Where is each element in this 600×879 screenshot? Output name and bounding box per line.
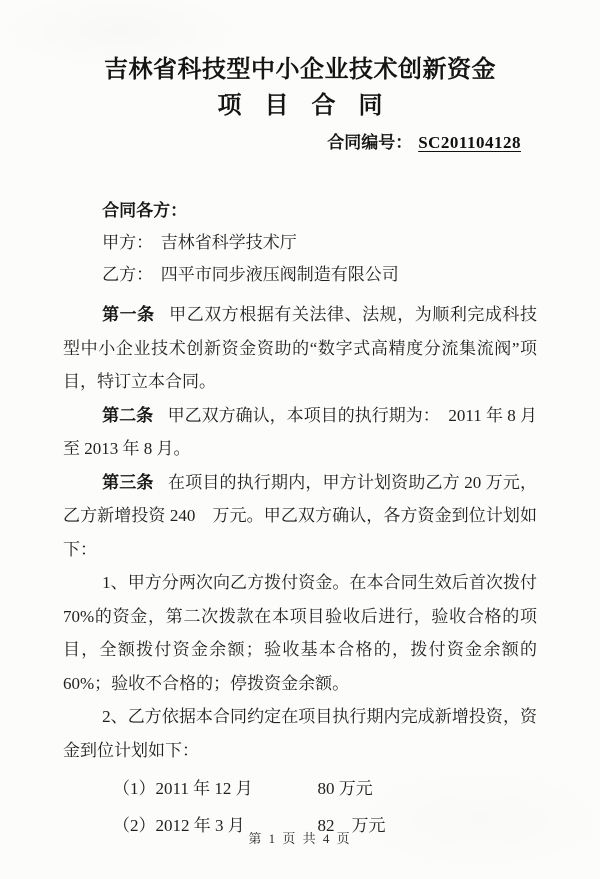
installment-2-amount: 82 万元 bbox=[317, 816, 386, 835]
clauses-section bbox=[63, 298, 537, 767]
contract-number-label: 合同编号： bbox=[327, 133, 413, 152]
party-a-line bbox=[63, 227, 537, 259]
clause-1-text: 甲乙双方根据有关法律、法规，为顺利完成科技型中小企业技术创新资金资助的“数字式高精度分流集流阀”项目，特订立本合同。 bbox=[63, 305, 538, 391]
subclause-2: 2、乙方依据本合同约定在项目执行期内完成新增投资，资金到位计划如下： bbox=[63, 707, 537, 760]
clause-3-label: 第三条 bbox=[102, 472, 154, 492]
clause-2 bbox=[63, 399, 537, 466]
subclause-1: 1、甲方分两次向乙方拨付资金。在本合同生效后首次拨付 70%的资金，第二次拨款在本项目验收后进行，验收合格的项目，全额拨付资金余额；验收基本合格的，拨付资金余额的 60%；验收不合格的；停拨资金余额。 bbox=[63, 573, 537, 693]
party-a-label: 甲方： bbox=[102, 233, 154, 252]
clause-3 bbox=[63, 466, 537, 567]
clause-3-text: 在项目的执行期内，甲方计划资助乙方 20 万元，乙方新增投资 240 万元。甲乙双方确认，各方资金到位计划如下： bbox=[63, 472, 538, 559]
installment-1-date: 2011 年 12 月 bbox=[155, 779, 253, 798]
installment-1-amount: 80 万元 bbox=[317, 779, 373, 798]
clause-2-label: 第二条 bbox=[102, 405, 154, 425]
clause-1-label: 第一条 bbox=[102, 305, 155, 324]
party-b-label: 乙方： bbox=[102, 265, 154, 284]
document-title: 吉林省科技型中小企业技术创新资金 bbox=[104, 56, 496, 83]
installment-2-index: （2） bbox=[113, 816, 156, 835]
clause-2-text: 甲乙双方确认，本项目的执行期为： 2011 年 8 月 至 2013 年 8 月。 bbox=[63, 405, 537, 458]
installment-1-index: （1） bbox=[113, 779, 156, 798]
page-footer bbox=[0, 828, 600, 847]
parties-heading: 合同各方： bbox=[102, 201, 188, 220]
party-b-name: 四平市同步液压阀制造有限公司 bbox=[160, 265, 399, 284]
document-subtitle: 项目合同 bbox=[217, 92, 406, 119]
parties-section bbox=[63, 195, 537, 291]
party-a-name: 吉林省科学技术厅 bbox=[160, 233, 297, 252]
installment-2-date: 2012 年 3 月 bbox=[155, 816, 245, 835]
clause-1 bbox=[63, 298, 537, 399]
installment-row-1 bbox=[113, 770, 537, 807]
contract-number-row bbox=[63, 131, 537, 155]
party-b-line bbox=[63, 259, 537, 291]
page-number: 第 1 页 共 4 页 bbox=[248, 831, 352, 846]
contract-number-value: SC201104128 bbox=[418, 133, 521, 152]
